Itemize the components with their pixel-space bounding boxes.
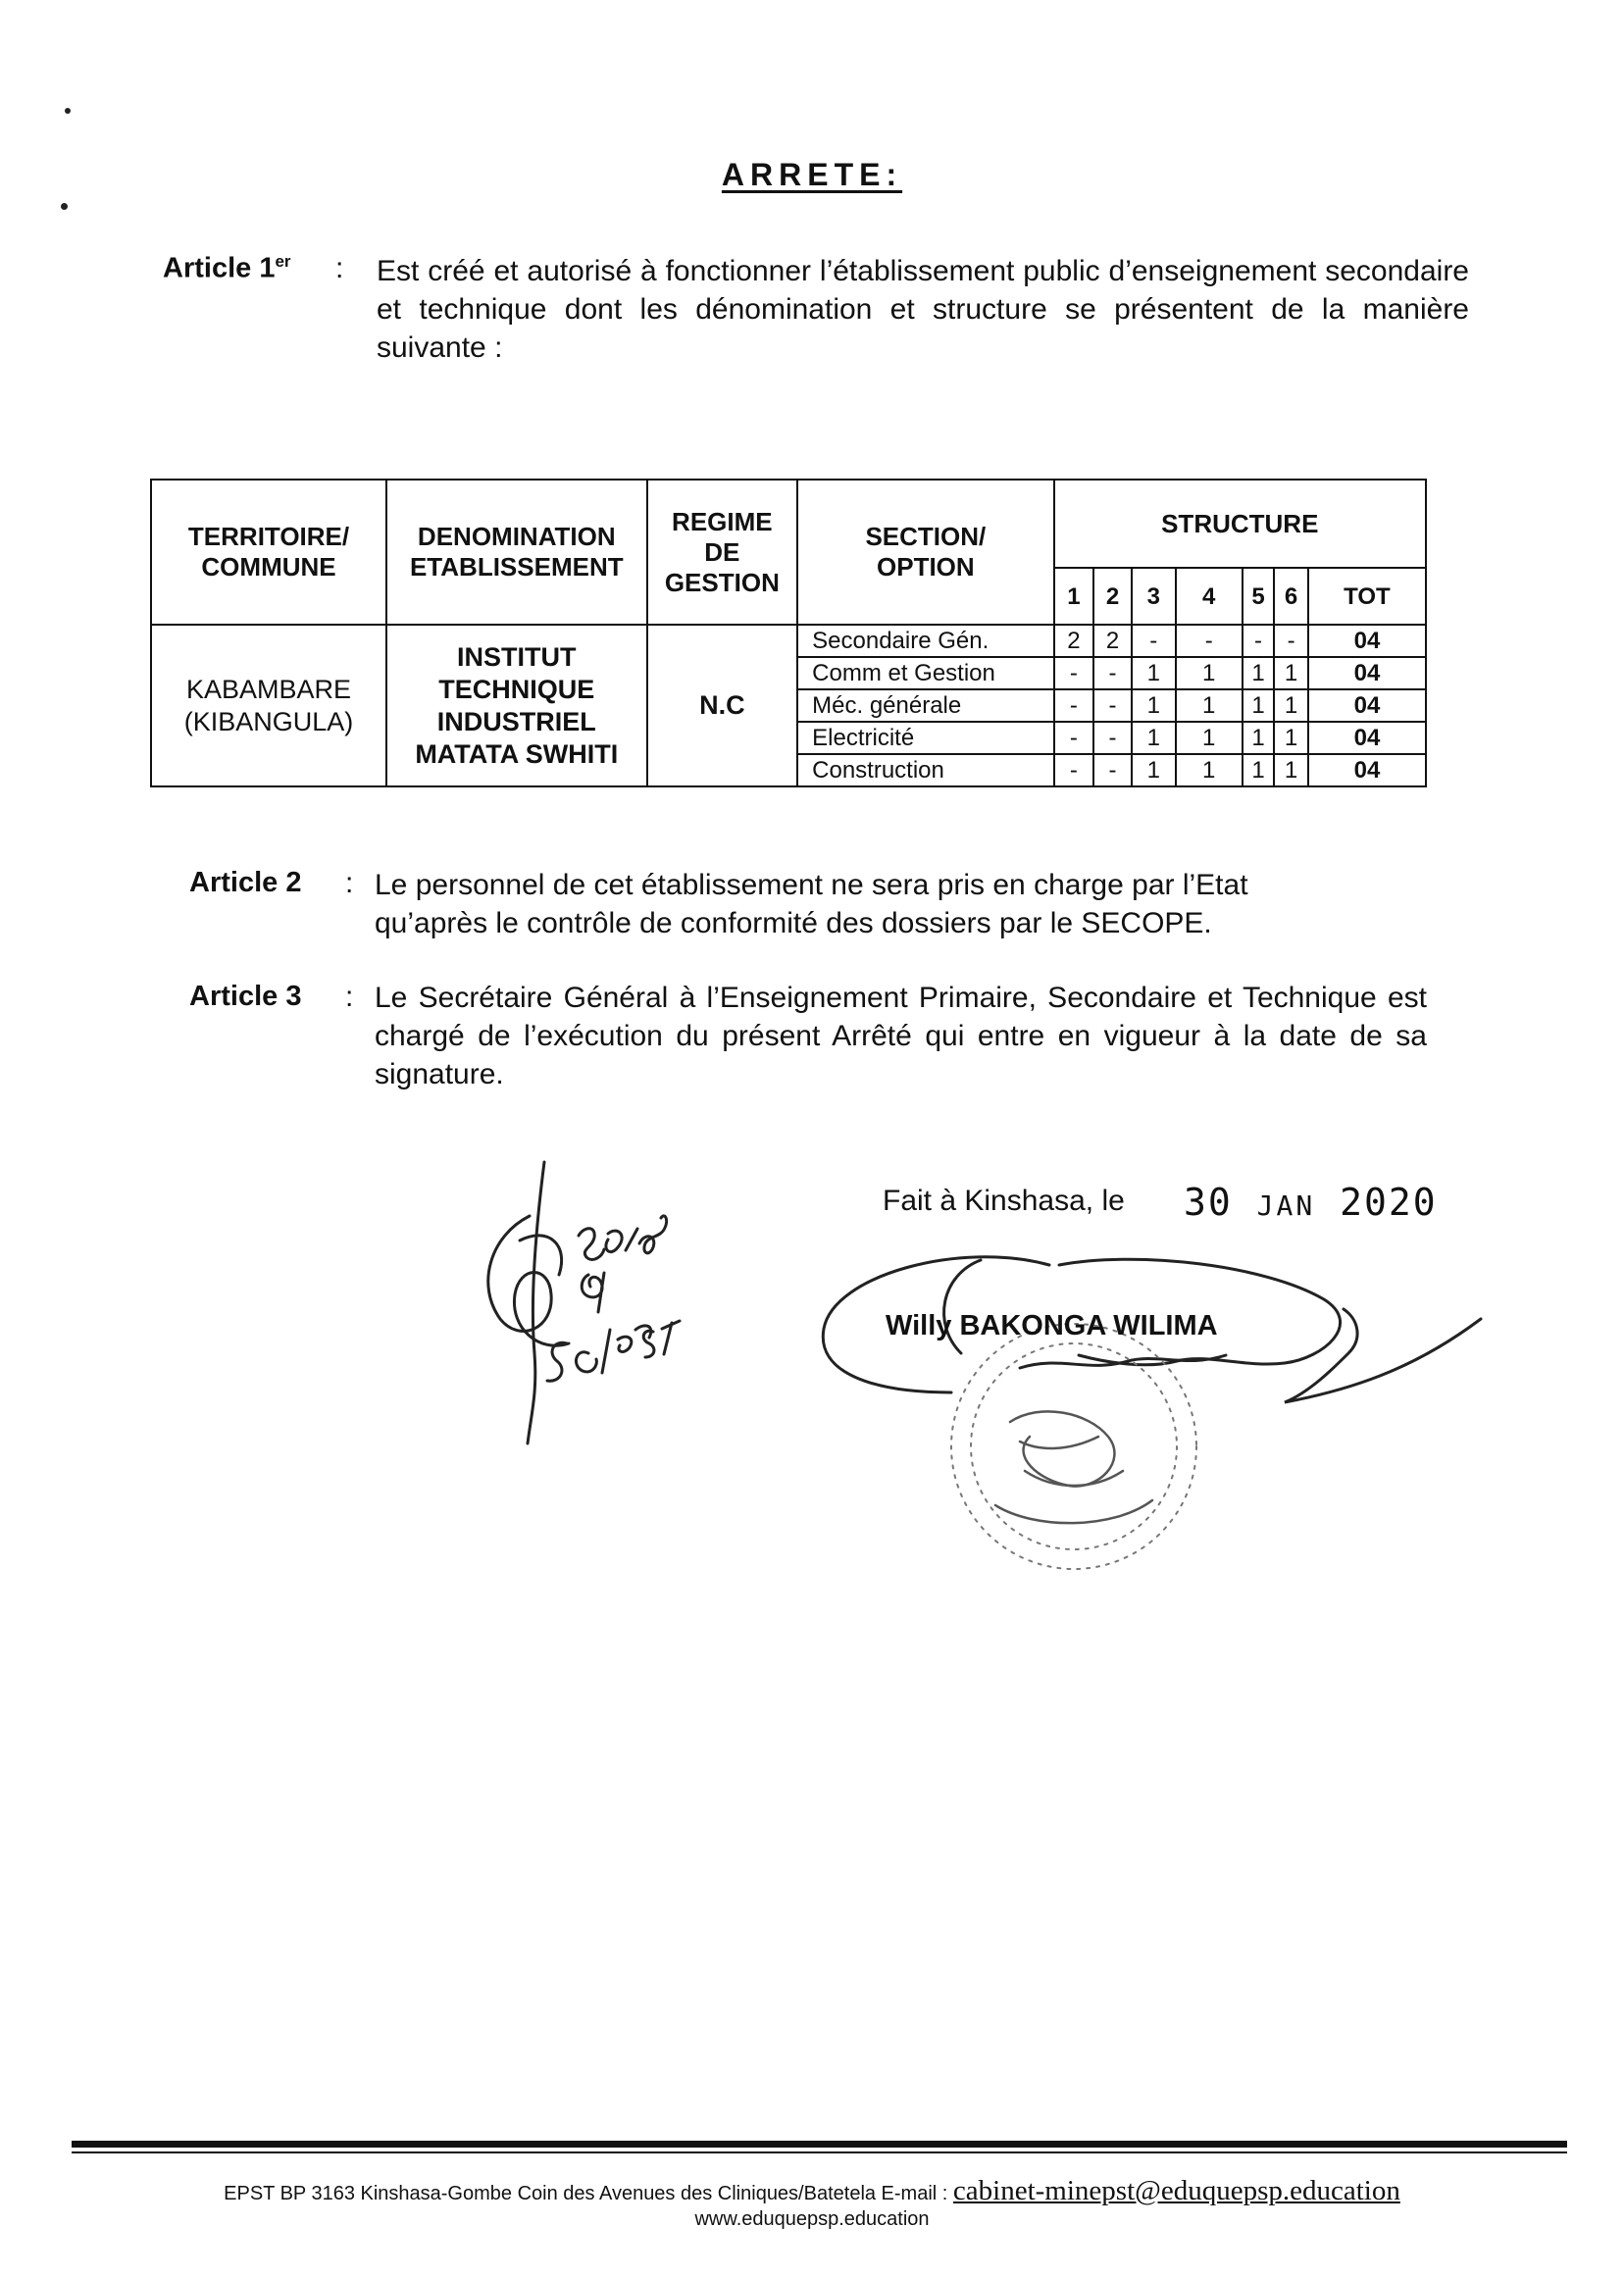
cell-tot: 04 bbox=[1308, 625, 1426, 657]
cell-value: 1 bbox=[1132, 754, 1176, 786]
cell-value: 1 bbox=[1243, 657, 1275, 689]
cell-value: - bbox=[1054, 689, 1094, 722]
article-2-colon: : bbox=[345, 867, 354, 899]
cell-value: - bbox=[1054, 722, 1094, 754]
scan-speck bbox=[65, 108, 71, 114]
header-year-6: 6 bbox=[1274, 568, 1308, 625]
article-2-label: Article 2 bbox=[189, 867, 302, 898]
cell-option: Secondaire Gén. bbox=[797, 625, 1053, 657]
cell-value: - bbox=[1274, 625, 1308, 657]
cell-value: 1 bbox=[1274, 689, 1308, 722]
date-month: JAN bbox=[1256, 1189, 1316, 1222]
article-1-text: Est créé et autorisé à fonctionner l’établissement public d’enseignement secondaire et technique dont les dénomination et structure se présentent de la manière suivante : bbox=[377, 255, 1469, 364]
cell-denomination: INSTITUT TECHNIQUE INDUSTRIEL MATATA SWHITI bbox=[386, 625, 646, 786]
cell-regime: N.C bbox=[647, 625, 798, 786]
territoire-sub: (KIBANGULA) bbox=[183, 706, 354, 736]
footer-address: EPST BP 3163 Kinshasa-Gombe Coin des Avenues des Cliniques/Batetela E-mail : bbox=[224, 2183, 948, 2204]
date-day: 30 bbox=[1184, 1181, 1233, 1224]
header-territoire: TERRITOIRE/ COMMUNE bbox=[151, 480, 386, 625]
cell-value: - bbox=[1093, 722, 1132, 754]
cell-value: 2 bbox=[1054, 625, 1094, 657]
cell-value: - bbox=[1093, 657, 1132, 689]
cell-value: - bbox=[1093, 754, 1132, 786]
cell-value: - bbox=[1243, 625, 1275, 657]
cell-value: 1 bbox=[1176, 657, 1243, 689]
header-tot: TOT bbox=[1308, 568, 1426, 625]
footer-divider-thin bbox=[72, 2151, 1567, 2153]
cell-value: 1 bbox=[1274, 657, 1308, 689]
scan-speck bbox=[61, 203, 68, 210]
handwritten-annotation bbox=[461, 1157, 755, 1451]
header-section: SECTION/ OPTION bbox=[797, 480, 1053, 625]
article-3-text: Le Secrétaire Général à l’Enseignement Primaire, Secondaire et Technique est chargé de l’exécution du présent Arrêté qui entre en vigueur à la date de sa signature. bbox=[375, 982, 1427, 1090]
signer-name: Willy BAKONGA WILIMA bbox=[886, 1310, 1218, 1341]
header-year-3: 3 bbox=[1132, 568, 1176, 625]
article-1-colon: : bbox=[335, 252, 344, 284]
structure-table bbox=[150, 479, 1427, 787]
header-regime: REGIME DE GESTION bbox=[647, 480, 798, 625]
date-stamp bbox=[1184, 1181, 1438, 1224]
cell-value: 1 bbox=[1243, 689, 1275, 722]
cell-option: Electricité bbox=[797, 722, 1053, 754]
cell-value: 1 bbox=[1274, 754, 1308, 786]
cell-option: Construction bbox=[797, 754, 1053, 786]
page-title: ARRETE: bbox=[721, 157, 903, 192]
signature-and-seal bbox=[814, 1245, 1491, 1579]
cell-tot: 04 bbox=[1308, 689, 1426, 722]
table-header-row bbox=[151, 480, 1426, 568]
cell-option: Méc. générale bbox=[797, 689, 1053, 722]
cell-tot: 04 bbox=[1308, 657, 1426, 689]
cell-value: 1 bbox=[1274, 722, 1308, 754]
header-year-5: 5 bbox=[1243, 568, 1275, 625]
header-year-1: 1 bbox=[1054, 568, 1094, 625]
footer-address-line bbox=[0, 2175, 1624, 2207]
cell-value: - bbox=[1054, 657, 1094, 689]
cell-value: 1 bbox=[1132, 722, 1176, 754]
place-and-date-label: Fait à Kinshasa, le bbox=[883, 1185, 1125, 1217]
cell-value: - bbox=[1176, 625, 1243, 657]
article-3-colon: : bbox=[345, 981, 354, 1013]
footer-website-link[interactable]: www.eduquepsp.education bbox=[694, 2208, 930, 2230]
header-structure: STRUCTURE bbox=[1054, 480, 1426, 568]
cell-value: 2 bbox=[1093, 625, 1132, 657]
cell-value: 1 bbox=[1176, 689, 1243, 722]
article-3-label: Article 3 bbox=[189, 981, 302, 1012]
cell-value: - bbox=[1132, 625, 1176, 657]
cell-tot: 04 bbox=[1308, 754, 1426, 786]
cell-tot: 04 bbox=[1308, 722, 1426, 754]
cell-value: 1 bbox=[1132, 657, 1176, 689]
date-year: 2020 bbox=[1340, 1181, 1438, 1224]
article-2-text: Le personnel de cet établissement ne sera pris en charge par l’Etat qu’après le contrôle de conformité des dossiers par le SECOPE. bbox=[375, 869, 1248, 939]
header-year-2: 2 bbox=[1093, 568, 1132, 625]
table-row bbox=[151, 625, 1426, 657]
cell-option: Comm et Gestion bbox=[797, 657, 1053, 689]
cell-value: 1 bbox=[1243, 722, 1275, 754]
cell-value: 1 bbox=[1243, 754, 1275, 786]
territoire-name: KABAMBARE bbox=[185, 674, 352, 704]
cell-value: - bbox=[1093, 689, 1132, 722]
footer-email-link[interactable]: cabinet-minepst@eduquepsp.education bbox=[952, 2175, 1400, 2206]
cell-value: 1 bbox=[1176, 722, 1243, 754]
footer-divider bbox=[72, 2141, 1567, 2148]
cell-value: 1 bbox=[1132, 689, 1176, 722]
cell-value: 1 bbox=[1176, 754, 1243, 786]
header-year-4: 4 bbox=[1176, 568, 1243, 625]
cell-territoire bbox=[151, 625, 386, 786]
header-denomination: DENOMINATION ETABLISSEMENT bbox=[386, 480, 646, 625]
cell-value: - bbox=[1054, 754, 1094, 786]
article-1-label: Article 1er bbox=[163, 252, 291, 284]
